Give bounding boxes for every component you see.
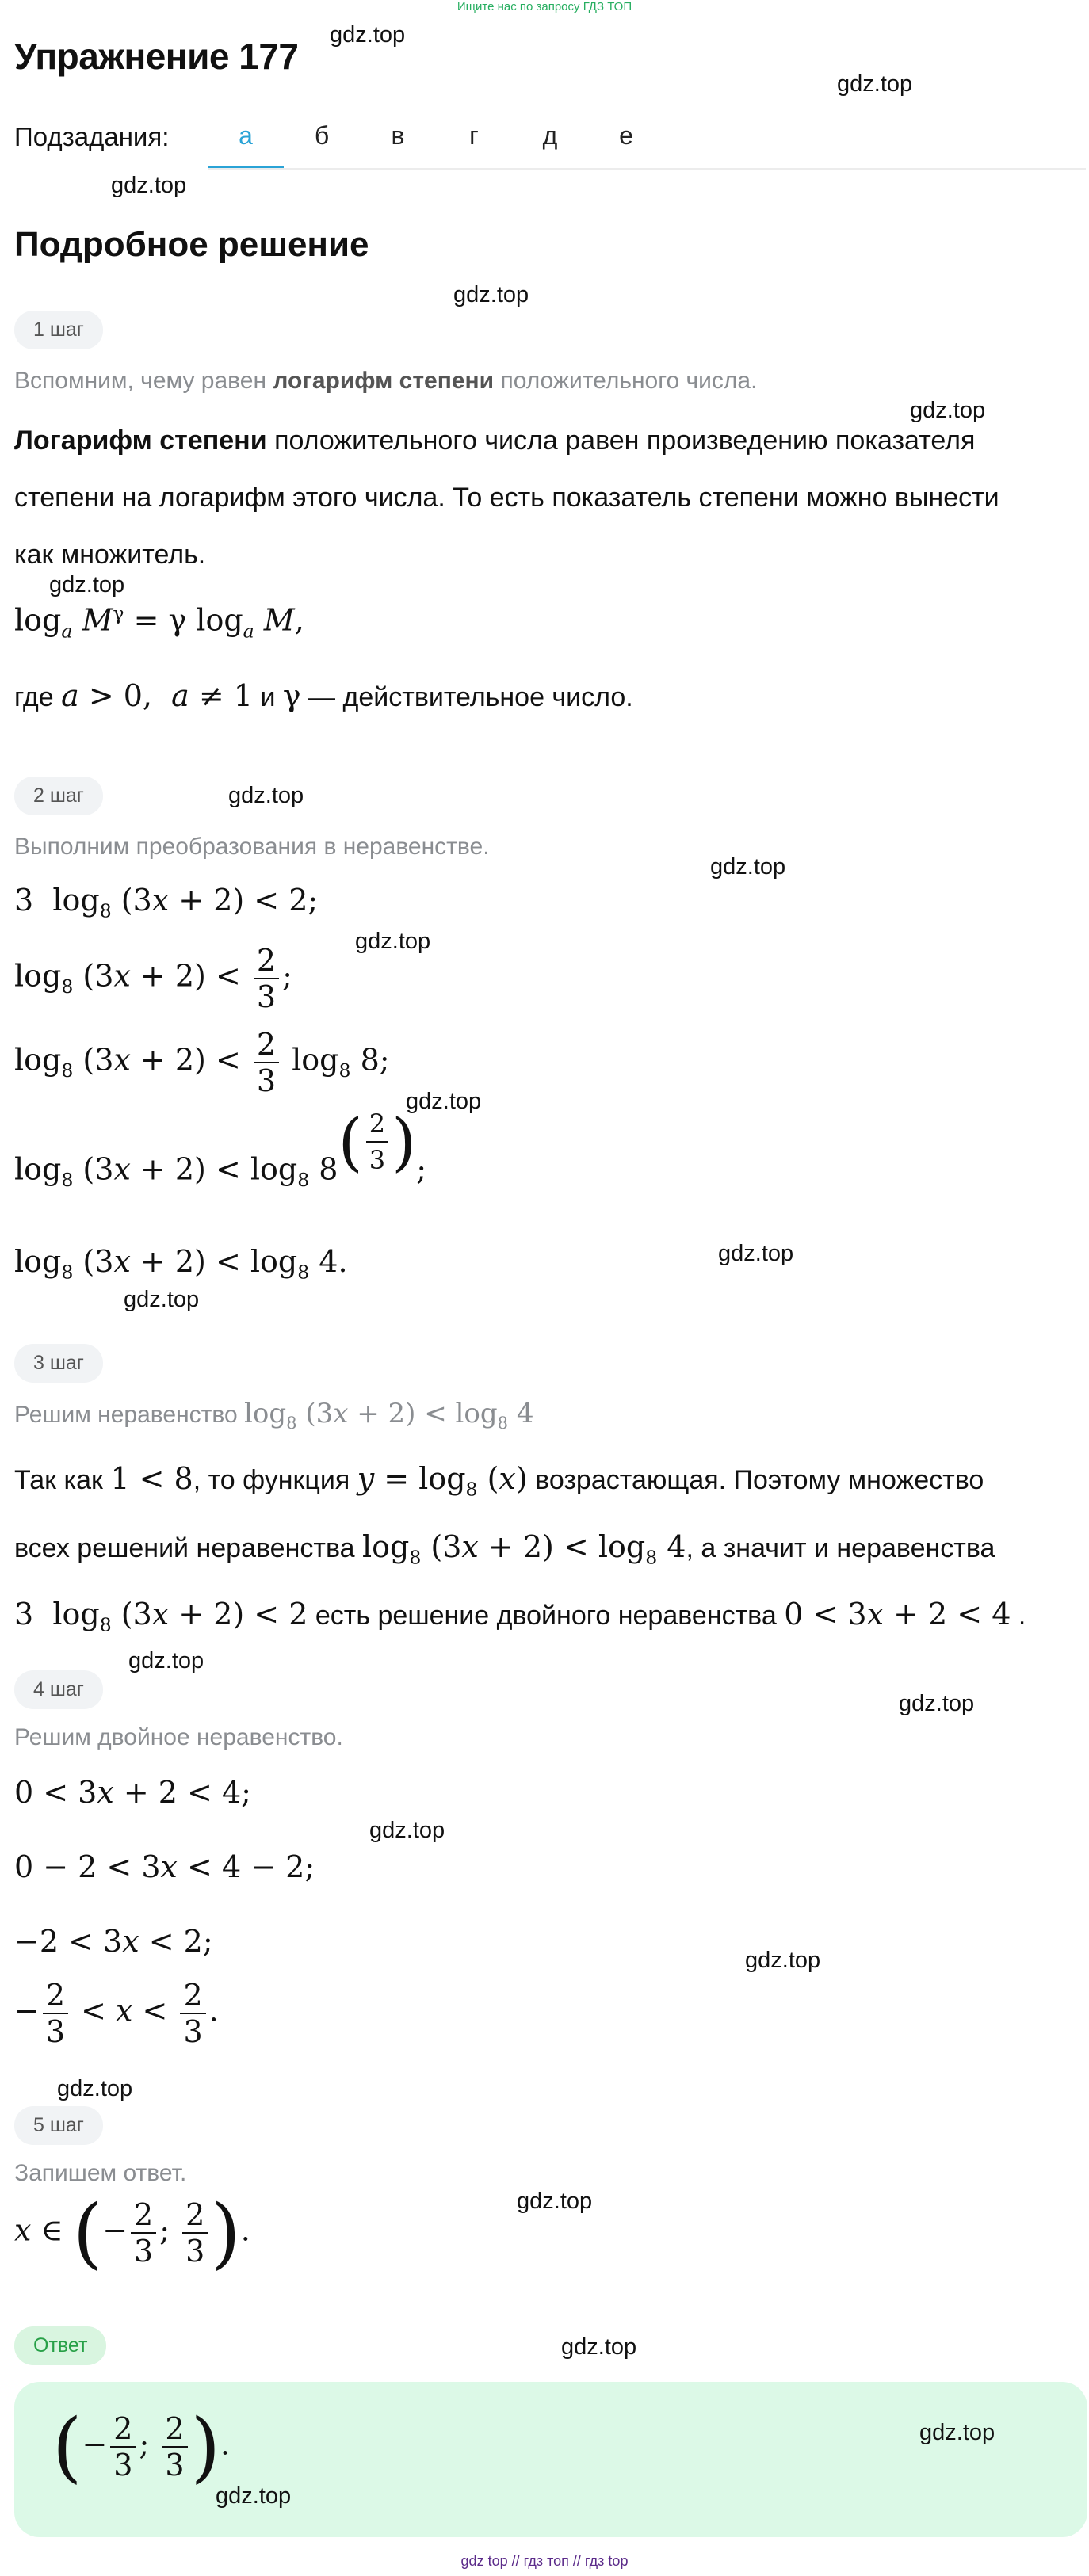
watermark: gdz.top (517, 2189, 593, 2214)
tab-d[interactable]: д (542, 121, 558, 150)
page-title: Упражнение 177 (14, 36, 299, 77)
watermark: gdz.top (919, 2420, 995, 2445)
watermark: gdz.top (57, 2076, 133, 2101)
formula: $\log_8 (3x + 2) < \log_8 8^{( \frac{2}{3} )}$; (14, 1105, 427, 1192)
watermark: gdz.top (355, 929, 431, 954)
tabs-divider (208, 168, 1086, 170)
formula: 0 < 3x + 2 < 4; (14, 1775, 251, 1810)
formula: x ∈ (− $\frac{2}{3}$ ; $\frac{2}{3}$ ). (14, 2189, 250, 2277)
watermark: gdz.top (718, 1241, 794, 1266)
section-title: Подробное решение (14, 225, 369, 264)
step-text: Логарифм степени положительного числа равен произведению показателя степени на логарифм этого числа. То есть показатель степени можно вынести как множитель. (14, 426, 999, 570)
step-intro: Запишем ответ. (14, 2160, 187, 2186)
tab-e[interactable]: е (619, 121, 633, 150)
watermark: gdz.top (369, 1818, 445, 1843)
formula: −2 < 3x < 2; (14, 1924, 213, 1959)
watermark: gdz.top (124, 1287, 200, 1312)
step-badge: 5 шаг (14, 2106, 103, 2145)
watermark: gdz.top (216, 2483, 292, 2509)
watermark: gdz.top (910, 398, 986, 423)
watermark: gdz.top (128, 1648, 204, 1673)
watermark: gdz.top (228, 783, 304, 808)
watermark: gdz.top (561, 2334, 637, 2360)
tab-a[interactable]: а (208, 115, 284, 170)
watermark: gdz.top (330, 22, 406, 48)
watermark: gdz.top (111, 173, 187, 198)
formula: $\log_8 (3x + 2) < \log_8 4$. (14, 1244, 348, 1284)
step-intro: Вспомним, чему равен логарифм степени положительного числа. (14, 368, 758, 394)
formula: $\log_8 (3x + 2)$ < $\frac{2}{3}$ $\log_8 8$; (14, 1027, 390, 1098)
watermark: gdz.top (745, 1948, 821, 1973)
subtask-tabs (208, 115, 664, 170)
formula: $\log_a M^\gamma = \gamma$ $\log_a M$, (14, 602, 304, 643)
tab-g[interactable]: г (469, 121, 479, 150)
tab-b[interactable]: б (314, 121, 330, 150)
step-badge: 2 шаг (14, 777, 103, 815)
step-badge: 1 шаг (14, 311, 103, 349)
watermark: gdz.top (899, 1691, 975, 1716)
watermark: gdz.top (406, 1089, 482, 1114)
watermark: gdz.top (837, 71, 913, 97)
watermark: gdz.top (710, 854, 786, 880)
watermark: gdz.top (453, 282, 529, 307)
step-text: где a > 0, a ≠ 1 и γ — действительное число. (14, 678, 633, 713)
watermark: gdz.top (49, 572, 125, 597)
step-badge: 3 шаг (14, 1344, 103, 1383)
subtasks-label: Подзадания: (14, 122, 170, 151)
top-banner[interactable]: Ищите нас по запросу ГДЗ ТОП (457, 0, 632, 13)
answer-formula: (− $\frac{2}{3}$ ; $\frac{2}{3}$ ). (52, 2402, 231, 2491)
step-text: Так как 1 < 8, то функция $y = \log_8 (x)$ возрастающая. Поэтому множество всех решений неравенства $\log_8 (3x + 2) < \log_8 4$, а значит и неравенства 3 $\log_8 (3x + 2) < 2$ есть решение двойного неравенства 0 < 3x + 2 < 4 . (14, 1461, 1026, 1636)
answer-badge: Ответ (14, 2326, 106, 2365)
step-intro: Решим двойное неравенство. (14, 1724, 343, 1750)
step-intro: Выполним преобразования в неравенстве. (14, 834, 490, 860)
formula: $\log_8 (3x + 2)$ < $\frac{2}{3}$ ; (14, 943, 292, 1014)
formula: 3 $\log_8 (3x + 2) < 2$; (14, 883, 319, 922)
footer-links[interactable]: gdz top // гдз топ // гдз top (460, 2553, 629, 2569)
tab-v[interactable]: в (391, 121, 405, 150)
formula: − $\frac{2}{3}$ < x < $\frac{2}{3}$ . (14, 1978, 219, 2049)
formula: 0 − 2 < 3x < 4 − 2; (14, 1849, 315, 1884)
step-intro: Решим неравенство $\log_8 (3x + 2) < \log_8 4$ (14, 1398, 534, 1433)
step-badge: 4 шаг (14, 1670, 103, 1709)
